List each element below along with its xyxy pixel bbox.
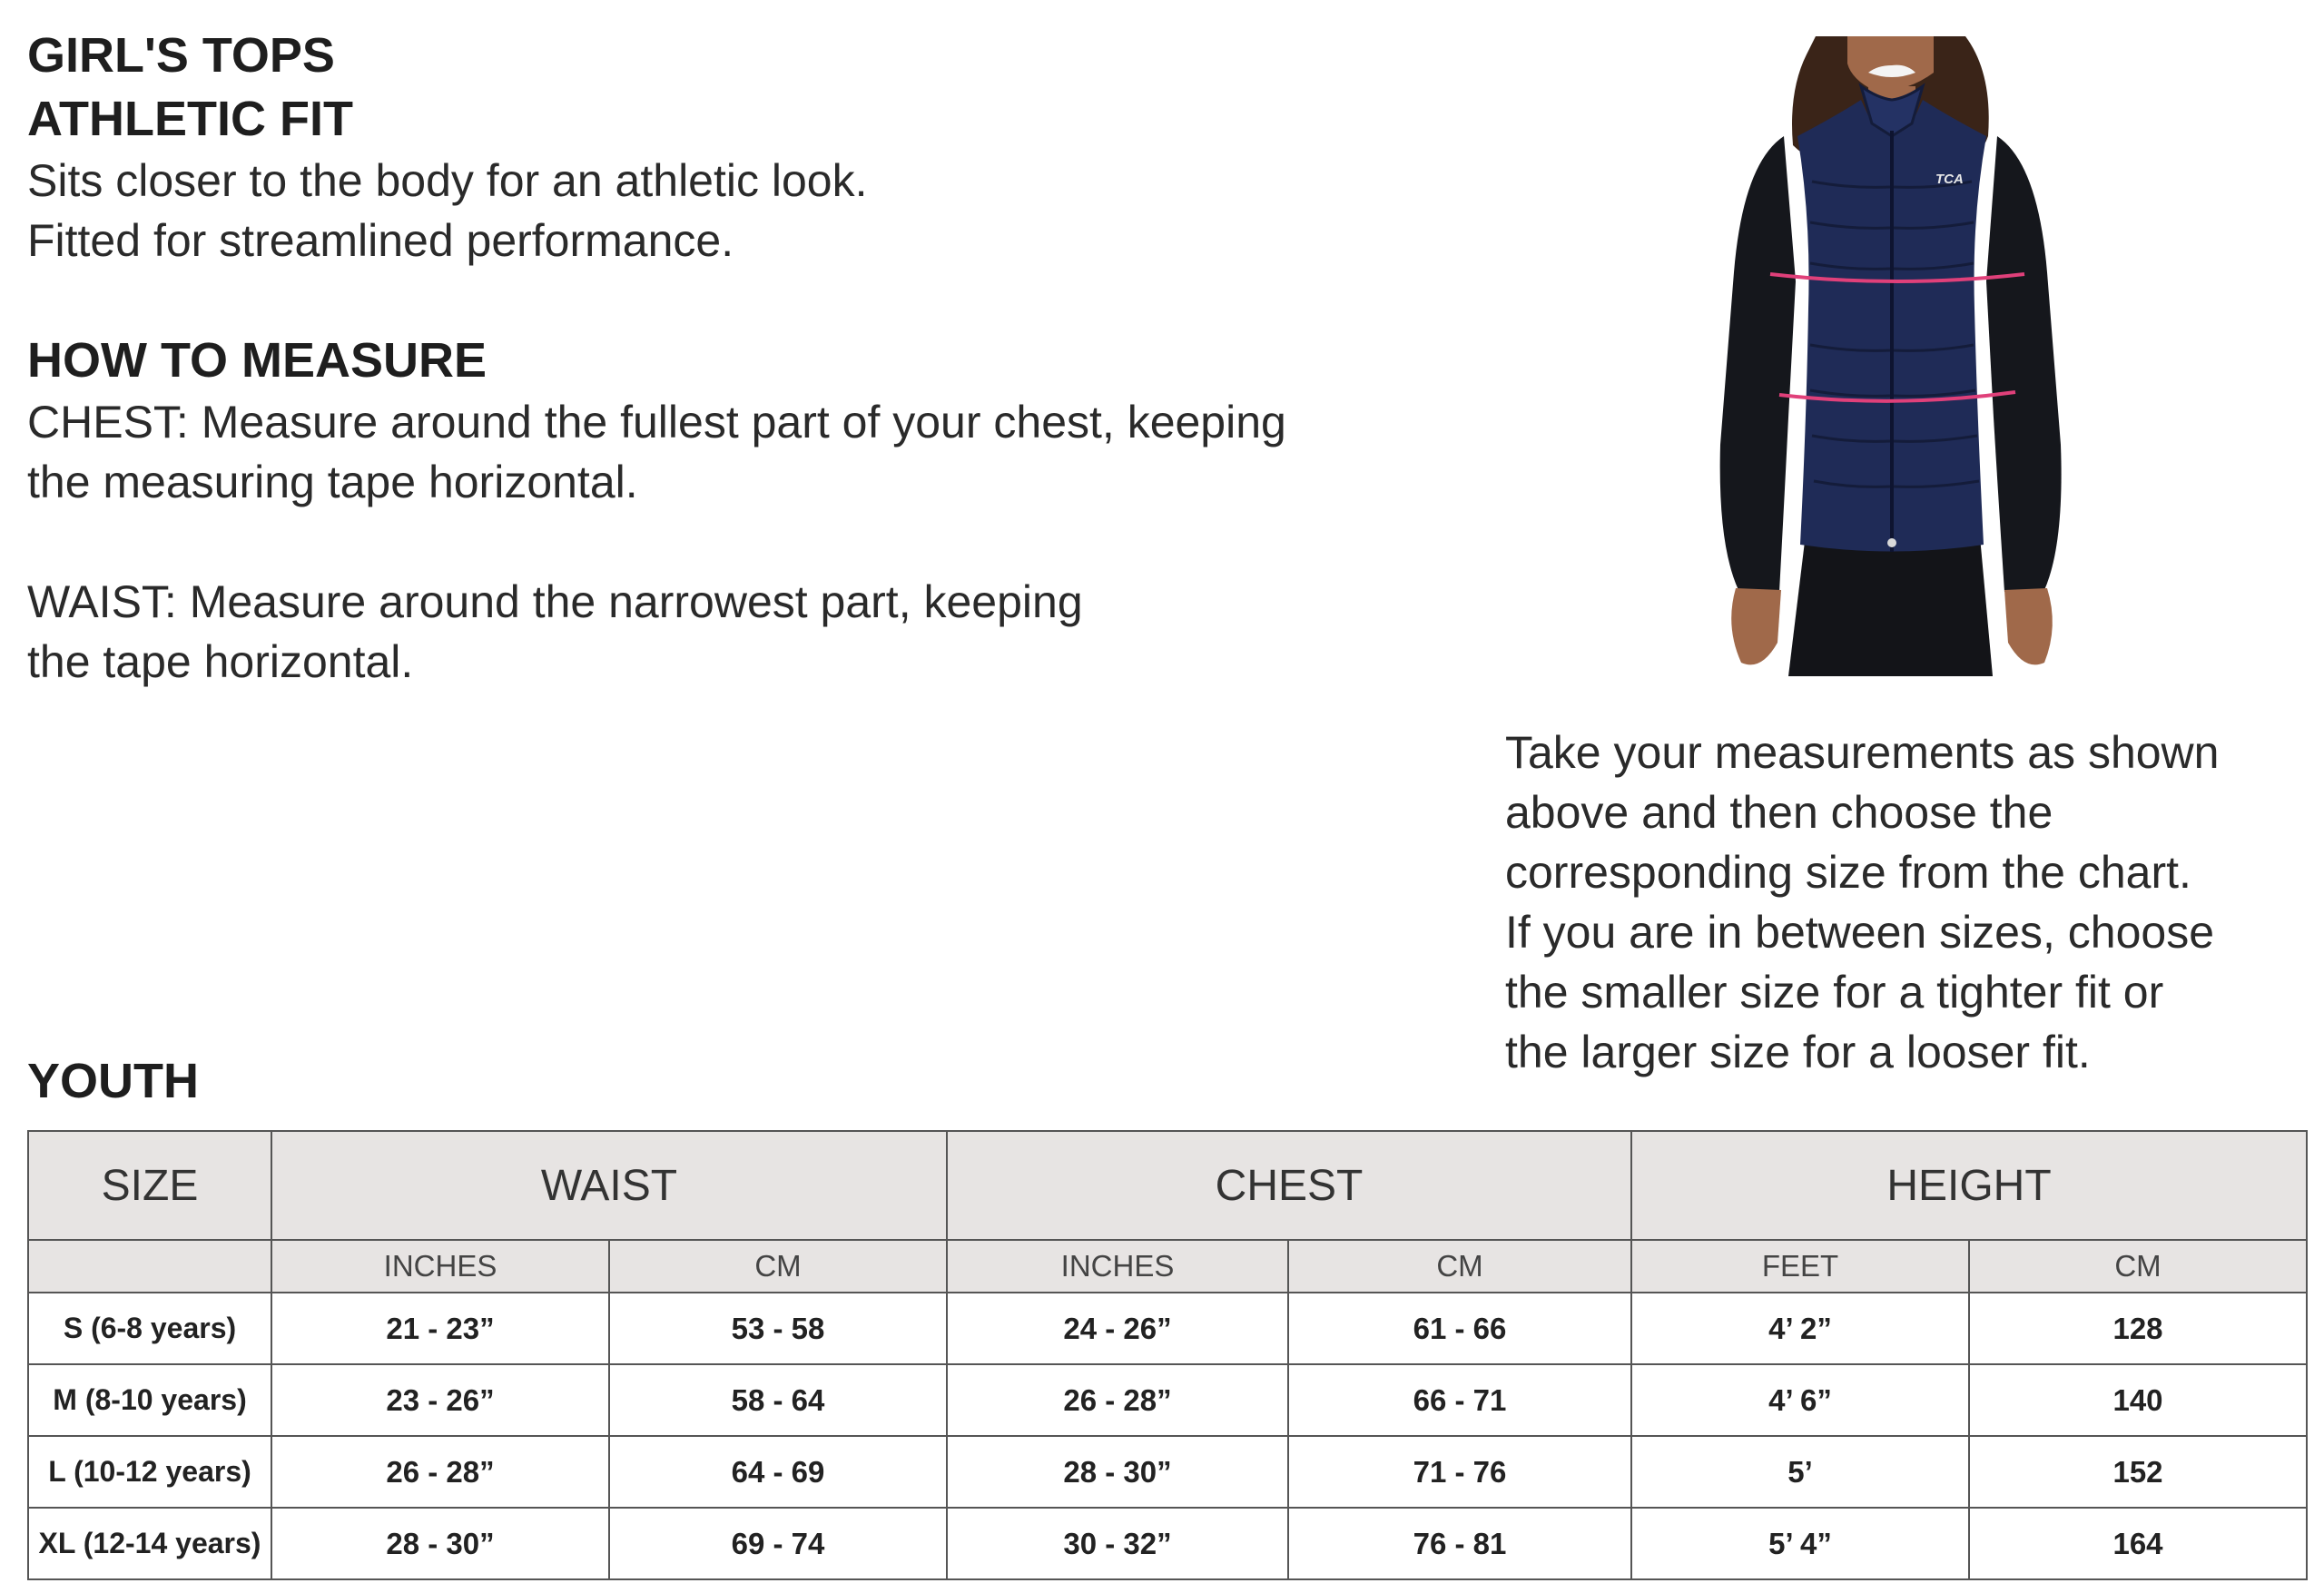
right-hand (2004, 588, 2053, 664)
table-row (28, 1508, 2307, 1579)
height-feet-cell: 4’ 2” (1631, 1293, 1969, 1364)
product-title: GIRL'S TOPS (27, 28, 335, 83)
height-header: HEIGHT (1631, 1131, 2307, 1240)
size-cell: S (6-8 years) (28, 1293, 271, 1364)
height-cm-cell: 164 (1969, 1508, 2307, 1579)
waist-inches-cell: 23 - 26” (271, 1364, 609, 1436)
chest-inches-cell: 30 - 32” (947, 1508, 1288, 1579)
waist-inches-cell: 26 - 28” (271, 1436, 609, 1508)
table-row (28, 1436, 2307, 1508)
chest-instruction-line2: the measuring tape horizontal. (27, 457, 638, 507)
height-feet-cell: 5’ (1631, 1436, 1969, 1508)
waist-cm-cell: 53 - 58 (609, 1293, 947, 1364)
table-subheader-row (28, 1240, 2307, 1293)
height-feet-cell: 5’ 4” (1631, 1508, 1969, 1579)
table-row (28, 1364, 2307, 1436)
subheader-cell (28, 1240, 271, 1293)
waist-header: WAIST (271, 1131, 947, 1240)
left-hand (1731, 588, 1781, 664)
model-illustration (1634, 36, 2142, 676)
waist-cm-cell: 64 - 69 (609, 1436, 947, 1508)
size-cell: M (8-10 years) (28, 1364, 271, 1436)
waist-cm-cell: 58 - 64 (609, 1364, 947, 1436)
size-cell: L (10-12 years) (28, 1436, 271, 1508)
subheader-cell: INCHES (271, 1240, 609, 1293)
chest-instruction-line1: CHEST: Measure around the fullest part of your chest, keeping (27, 397, 1286, 447)
note-line: corresponding size from the chart. (1505, 847, 2191, 898)
subheader-cell: CM (1288, 1240, 1631, 1293)
chest-cm-cell: 61 - 66 (1288, 1293, 1631, 1364)
subheader-cell: CM (1969, 1240, 2307, 1293)
table-row (28, 1293, 2307, 1364)
zipper-pull-icon (1887, 538, 1896, 547)
fit-description-line2: Fitted for streamlined performance. (27, 215, 734, 266)
right-sleeve (1986, 136, 2062, 592)
size-cell: XL (12-14 years) (28, 1508, 271, 1579)
note-line: Take your measurements as shown (1505, 727, 2220, 778)
chest-cm-cell: 76 - 81 (1288, 1508, 1631, 1579)
height-cm-cell: 152 (1969, 1436, 2307, 1508)
brand-logo-icon: TCA (1935, 172, 1964, 187)
fit-description-line1: Sits closer to the body for an athletic look. (27, 155, 868, 206)
height-feet-cell: 4’ 6” (1631, 1364, 1969, 1436)
subheader-cell: CM (609, 1240, 947, 1293)
measurement-note (1505, 723, 2219, 1082)
height-cm-cell: 140 (1969, 1364, 2307, 1436)
waist-inches-cell: 21 - 23” (271, 1293, 609, 1364)
table-header-row (28, 1131, 2307, 1240)
note-line: If you are in between sizes, choose (1505, 907, 2215, 958)
how-to-measure-heading: HOW TO MEASURE (27, 333, 487, 388)
chest-cm-cell: 66 - 71 (1288, 1364, 1631, 1436)
chest-inches-cell: 28 - 30” (947, 1436, 1288, 1508)
note-line: the larger size for a looser fit. (1505, 1027, 2091, 1077)
chest-header: CHEST (947, 1131, 1631, 1240)
size-header: SIZE (28, 1131, 271, 1240)
subheader-cell: FEET (1631, 1240, 1969, 1293)
note-line: the smaller size for a tighter fit or (1505, 967, 2164, 1018)
note-line: above and then choose the (1505, 787, 2053, 838)
fit-title: ATHLETIC FIT (27, 92, 353, 146)
subheader-cell: INCHES (947, 1240, 1288, 1293)
waist-inches-cell: 28 - 30” (271, 1508, 609, 1579)
waist-cm-cell: 69 - 74 (609, 1508, 947, 1579)
table-title: YOUTH (27, 1054, 199, 1108)
chest-inches-cell: 24 - 26” (947, 1293, 1288, 1364)
model-vest-photo (1634, 36, 2142, 676)
chest-inches-cell: 26 - 28” (947, 1364, 1288, 1436)
chest-cm-cell: 71 - 76 (1288, 1436, 1631, 1508)
waist-instruction-line1: WAIST: Measure around the narrowest part, keeping (27, 576, 1083, 627)
waist-instruction-line2: the tape horizontal. (27, 636, 414, 687)
height-cm-cell: 128 (1969, 1293, 2307, 1364)
size-chart-table (27, 1130, 2308, 1580)
left-sleeve (1720, 136, 1796, 592)
